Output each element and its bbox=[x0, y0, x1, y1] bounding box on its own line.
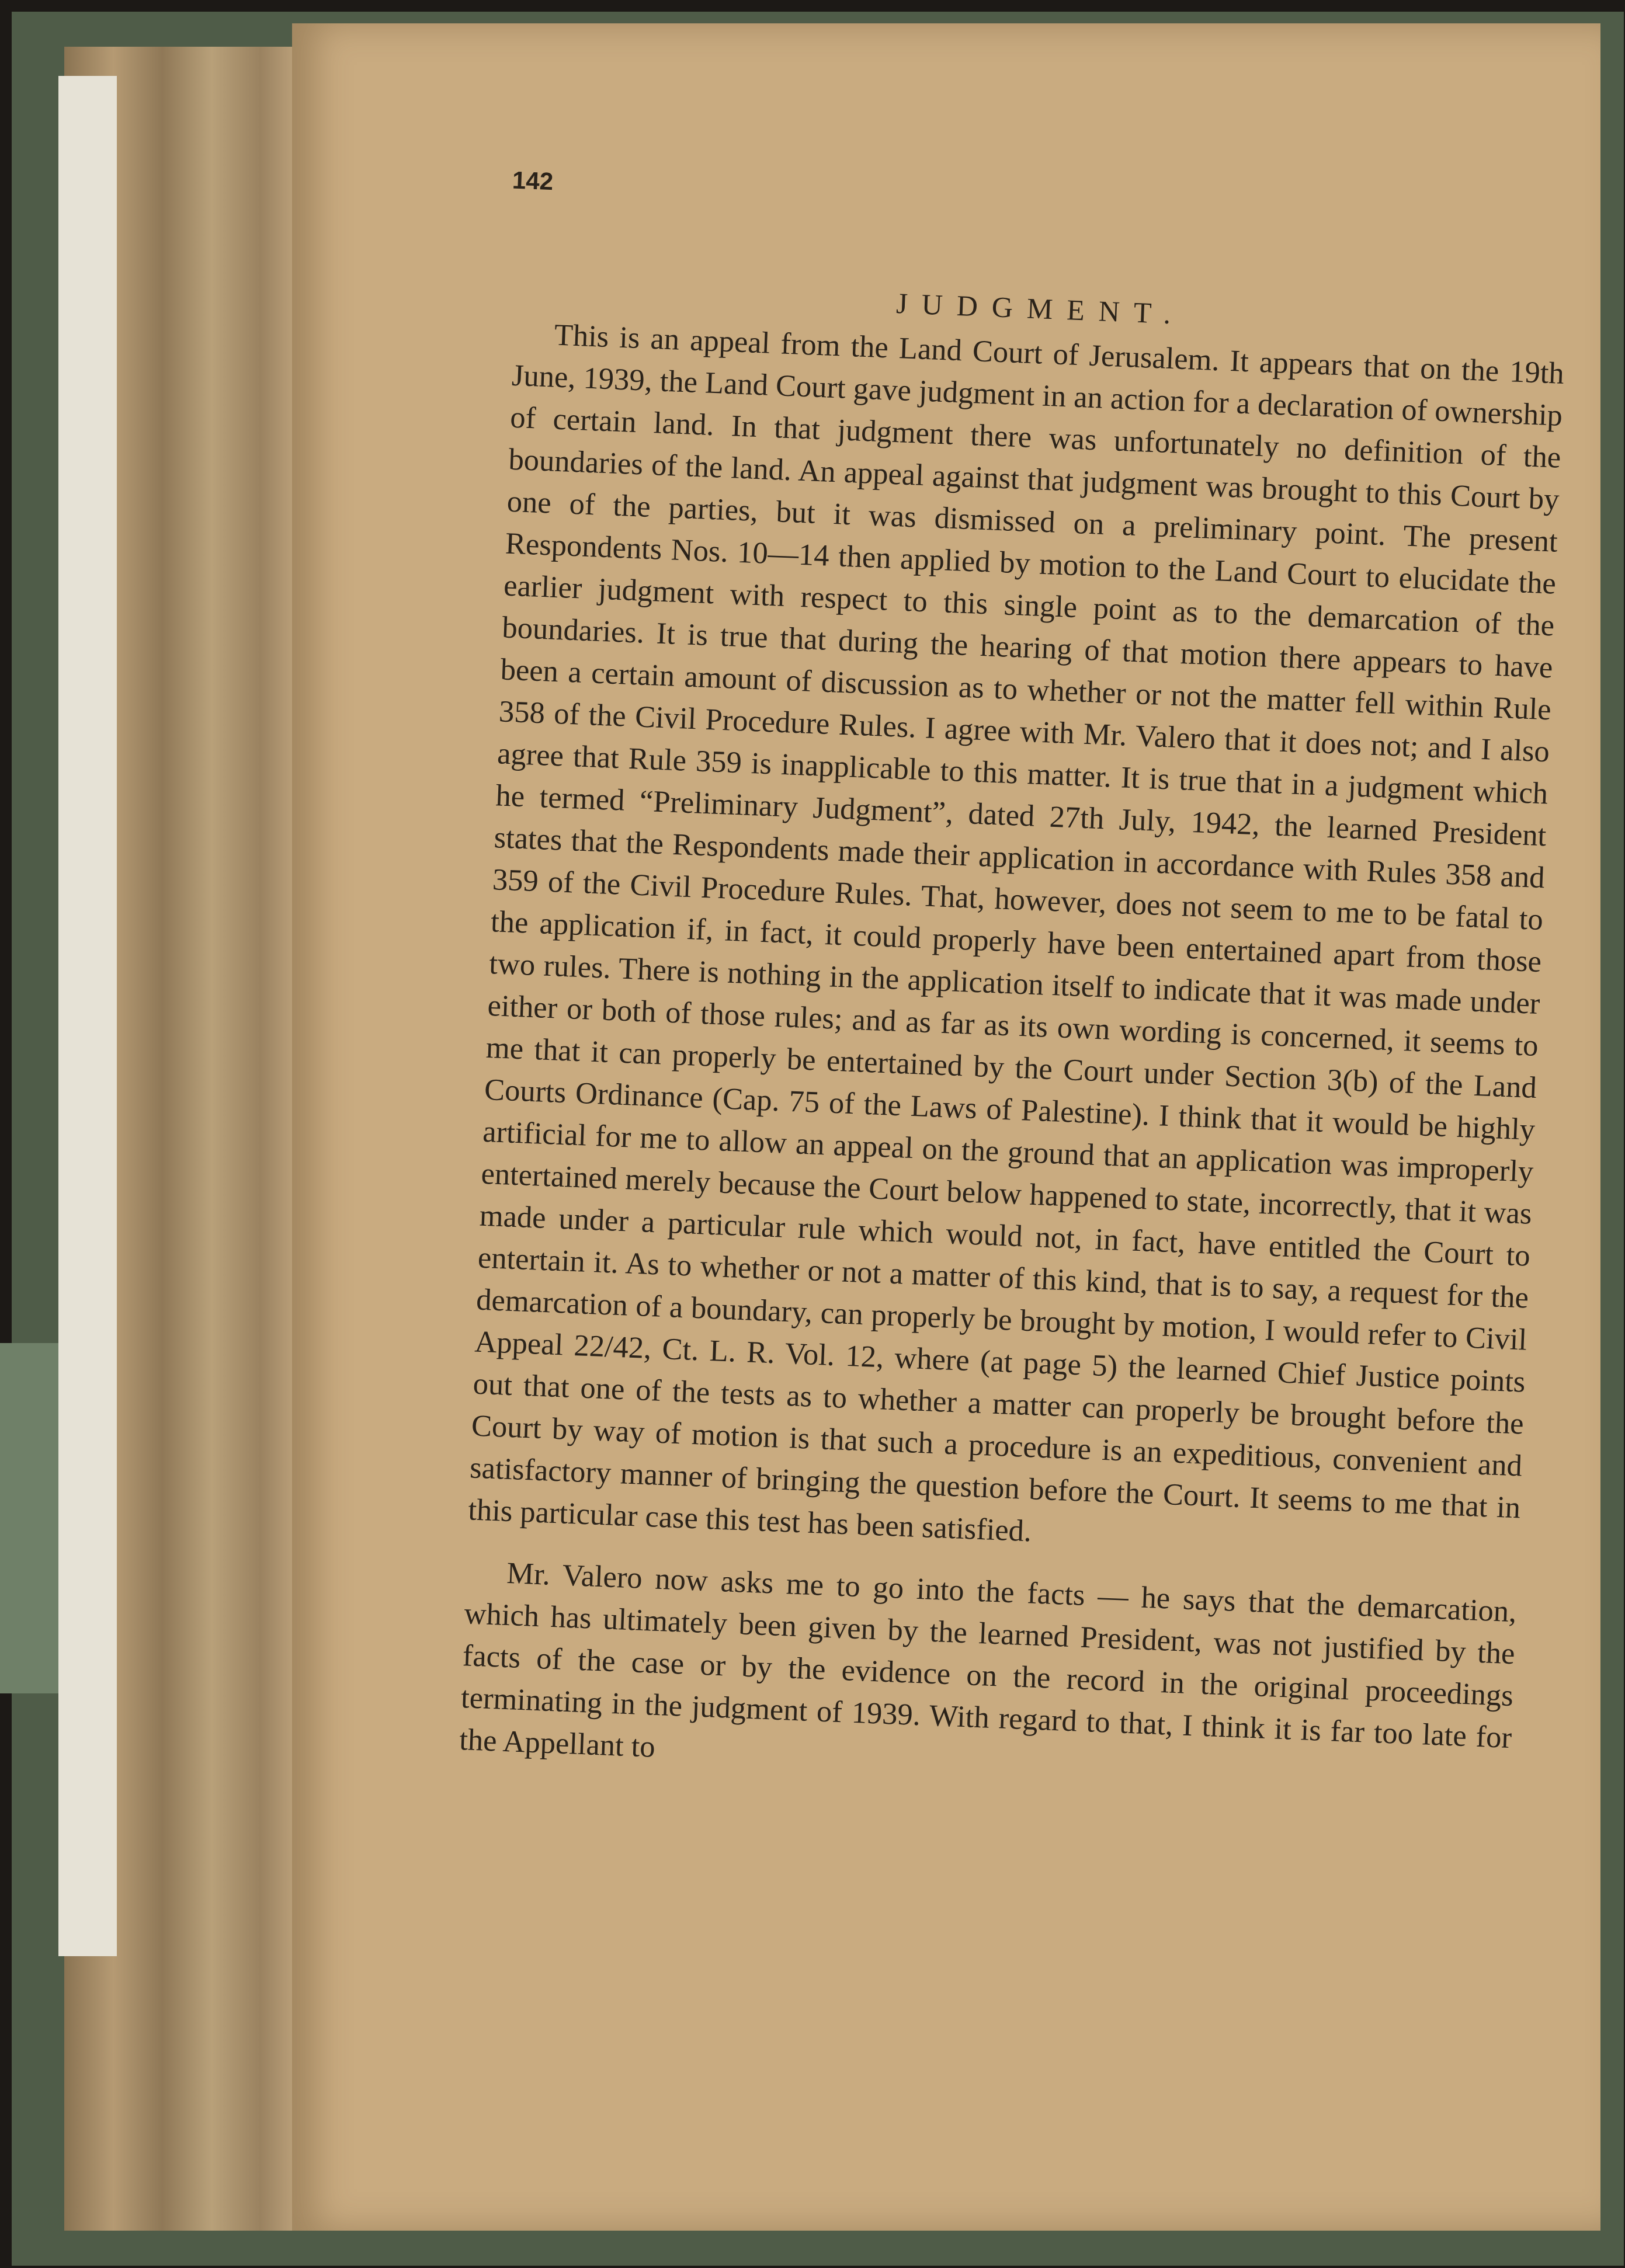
paragraph-1: This is an appeal from the Land Court of Jerusalem. It appears that on the 19th June, 1939, the Land Court gave judgment in an action for a declaration of ownership of certain land. In that judgment there was unfortunately no definition of the boundaries of the land. An appeal against that judgment was brought to this Court by one of the parties, but it was dismissed on a preliminary point. The present Respondents Nos. 10—14 then applied by motion to the Land Court to elucidate the earlier judgment with respect to this single point as to the demarcation of the boundaries. It is true that during the hearing of that motion there appears to have been a certain amount of discussion as to whether or not the matter fell within Rule 358 of the Civil Procedure Rules. I agree with Mr. Valero that it does not; and I also agree that Rule 359 is inapplicable to this matter. It is true that in a judgment which he termed “Preliminary Judgment”, dated 27th July, 1942, the learned President states that the Respondents made their application in accordance with Rules 358 and 359 of the Civil Procedure Rules. That, however, does not seem to me to be fatal to the application if, in fact, it could properly have been entertained apart from those two rules. There is nothing in the application itself to indicate that it was made under either or both of those rules; and as far as its own wording is concerned, it seems to me that it can properly be entertained by the Court under Section 3(b) of the Land Courts Ordinance (Cap. 75 of the Laws of Palestine). I think that it would be highly artificial for me to allow an appeal on the ground that an application was improperly entertained merely because the Court below happened to state, incorrectly, that it was made under a particular rule which would not, in fact, have entitled the Court to entertain it. As to whether or not a matter of this kind, that is to say, a request for the demarcation of a boundary, can properly be brought by motion, I would refer to Civil Appeal 22/42, Ct. L. R. Vol. 12, where (at page 5) the learned Chief Justice points out that one of the tests as to whether a matter can properly be brought before the Court by way of motion is that such a procedure is an expeditious, convenient and satisfactory manner of bringing the question before the Court. It seems to me that in this particular case this test has been satisfied. bbox=[467, 318, 1565, 1549]
paragraph-2: Mr. Valero now asks me to go into the facts — he says that the demarcation, which has ultimately been given by the learned President, was not justified by the facts of the case or by the evidence on the record in the original proceedings terminating in the judgment of 1939. With regard to that, I think it is far too late for the Appellant to bbox=[459, 1556, 1518, 1764]
judgment-body bbox=[458, 312, 1565, 1821]
book-page bbox=[292, 23, 1600, 2231]
judgment-heading: JUDGMENT. bbox=[895, 286, 1186, 331]
page-number: 142 bbox=[512, 166, 554, 196]
endpaper-strip bbox=[58, 76, 117, 1956]
page-content bbox=[443, 166, 1571, 2220]
